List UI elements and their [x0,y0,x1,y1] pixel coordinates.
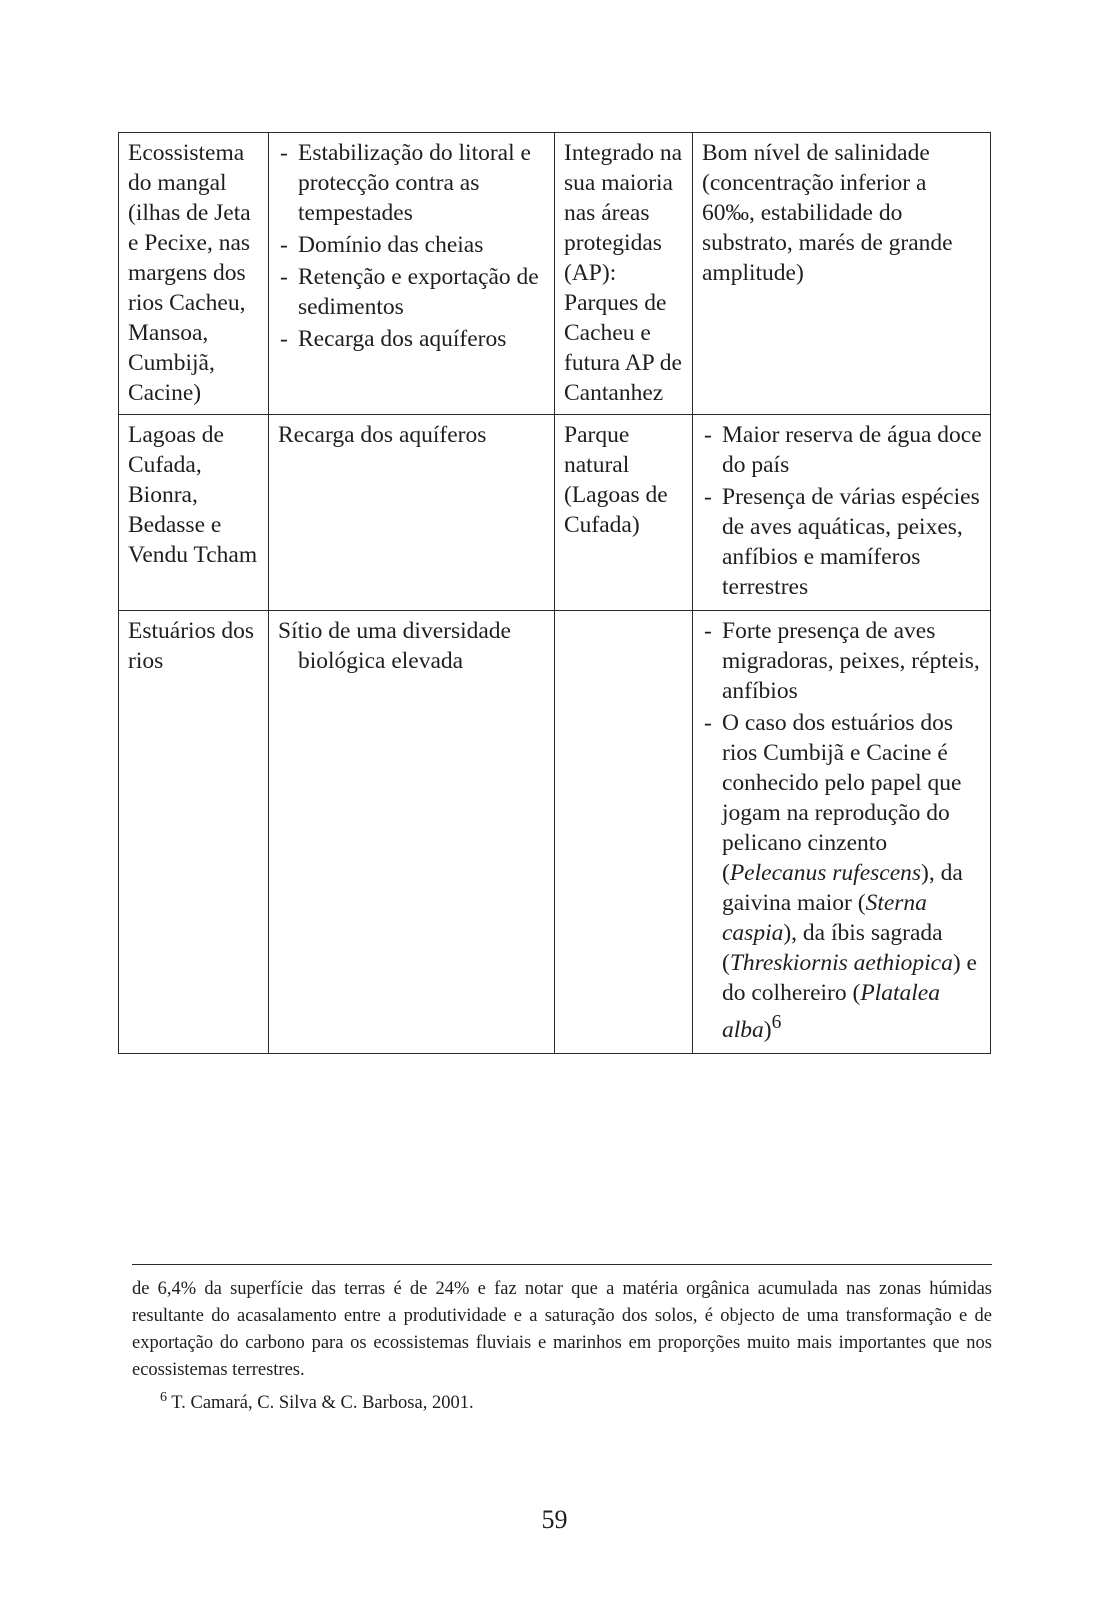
value-cell [693,415,991,611]
list-item: - Maior reserva de água doce do país [702,420,982,480]
footnote-number: 6 [160,1390,167,1405]
function-text: Recarga dos aquíferos [278,422,487,448]
ecosystem-name-cell: Ecossistema do mangal (ilhas de Jeta e Pecixe, nas margens dos rios Cacheu, Mansoa, Cumbijã, Cacine) [119,133,269,415]
value-cell [693,611,991,1054]
species-name: Platalea alba [722,980,940,1043]
list-item: - Forte presença de aves migradoras, peixes, répteis, anfíbios [702,616,982,706]
footnote-divider [132,1264,992,1265]
page-number: 59 [541,1505,568,1534]
list-item-estuary-case [702,708,982,1045]
function-text: Sítio de uma diversidade biológica elevada [278,618,511,674]
status-cell: Integrado na sua maioria nas áreas protegidas (AP): Parques de Cacheu e futura AP de Cantanhez [555,133,693,415]
value-text: Bom nível de salinidade (concentração inferior a 60‰, estabilidade do substrato, marés de grande amplitude) [702,140,953,286]
functions-cell [269,611,555,1054]
footnotes [132,1276,992,1417]
text-span: ), da íbis sagrada ( [722,920,943,976]
list-item: - Domínio das cheias [278,230,546,260]
table-row [119,133,991,415]
footnote-6 [132,1384,992,1417]
list-item: - Estabilização do litoral e protecção contra as tempestades [278,138,546,228]
table-row [119,611,991,1054]
functions-cell [269,415,555,611]
table-row [119,415,991,611]
list-item: - Retenção e exportação de sedimentos [278,262,546,322]
species-name: Sterna caspia [722,890,927,946]
ecosystem-table [118,132,991,1054]
ecosystem-name-cell: Lagoas de Cufada, Bionra, Bedasse e Vendu Tcham [119,415,269,611]
functions-cell [269,133,555,415]
text-span: ) [763,1016,772,1043]
footnote-continuation: de 6,4% da superfície das terras é de 24% e faz notar que a matéria orgânica acumulada nas zonas húmidas resultante do acasalamento entre a produtividade e a saturação dos solos, é objecto de uma transformação e de exportação do carbono para os ecossistemas fluviais e marinhos em proporções muito mais importantes que nos ecossistemas terrestres. [132,1279,992,1380]
footnote-text: T. Camará, C. Silva & C. Barbosa, 2001. [171,1393,474,1414]
ecosystem-name-cell: Estuários dos rios [119,611,269,1054]
value-cell [693,133,991,415]
list-item: - Recarga dos aquíferos [278,324,546,354]
species-name: Pelecanus rufescens [729,860,922,886]
status-cell [555,611,693,1054]
footnote-ref: 6 [771,1012,782,1033]
species-name: Threskiornis aethiopica [729,950,953,976]
status-cell: Parque natural (Lagoas de Cufada) [555,415,693,611]
list-item: - Presença de várias espécies de aves aquáticas, peixes, anfíbios e mamíferos terrestres [702,482,982,602]
text-span: ) e do colhereiro ( [722,950,977,1006]
text-span: ), da gaivina maior ( [722,860,963,916]
text-span: O caso dos estuários dos rios Cumbijã e Cacine é conhecido pelo papel que jogam na reprodução do pelicano cinzento ( [722,710,962,886]
